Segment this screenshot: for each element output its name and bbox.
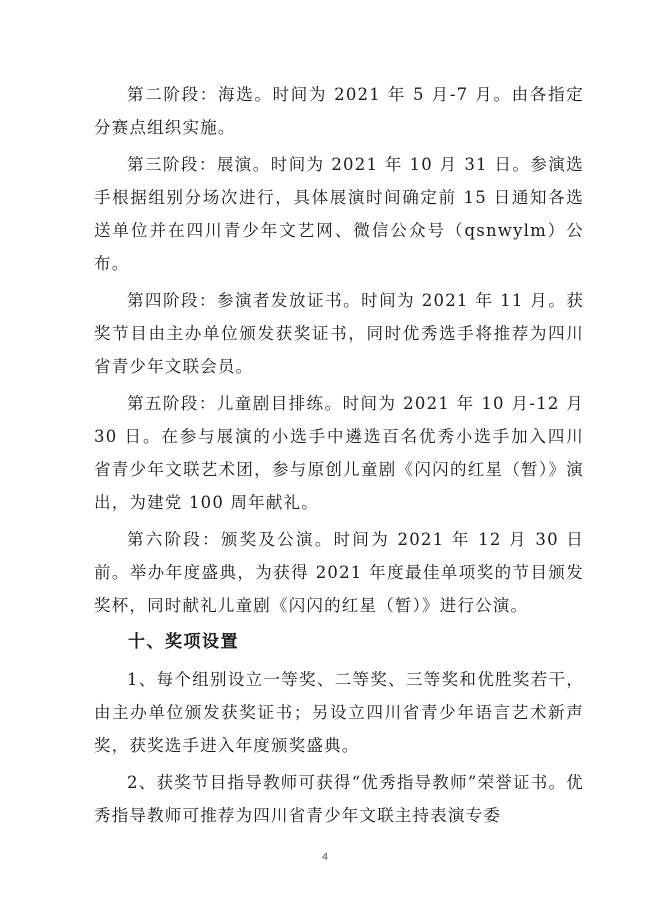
paragraph-stage-two: 第二阶段：海选。时间为 2021 年 5 月-7 月。由各指定分赛点组织实施。 (94, 85, 584, 137)
paragraph-stage-three: 第三阶段：展演。时间为 2021 年 10 月 31 日。参演选手根据组别分场次进行，具体展演时间确定前 15 日通知各选送单位并在四川青少年文艺网、微信公众号（qsnwylm）公布。 (94, 155, 584, 273)
page-number: 4 (321, 852, 329, 863)
paragraph-stage-five: 第五阶段：儿童剧目排练。时间为 2021 年 10 月-12 月 30 日。在参与展演的小选手中遴选百名优秀小选手加入四川省青少年文联艺术团，参与原创儿童剧《闪闪的红星（暂）》演出，为建党 100 周年献礼。 (94, 394, 584, 512)
section-heading-awards: 十、奖项设置 (128, 632, 239, 652)
paragraph-stage-six: 第六阶段：颁奖及公演。时间为 2021 年 12 月 30 日前。举办年度盛典，为获得 2021 年度最佳单项奖的节目颁发奖杯，同时献礼儿童剧《闪闪的红星（暂）》进行公演。 (94, 530, 584, 615)
paragraph-stage-four: 第四阶段：参演者发放证书。时间为 2021 年 11 月。获奖节目由主办单位颁发获奖证书，同时优秀选手将推荐为四川省青少年文联会员。 (94, 291, 584, 376)
paragraph-awards-item-1: 1、每个组别设立一等奖、二等奖、三等奖和优胜奖若干，由主办单位颁发获奖证书；另设立四川省青少年语言艺术新声奖，获奖选手进入年度颁奖盛典。 (94, 670, 584, 755)
document-body (94, 78, 584, 836)
paragraph-awards-item-2: 2、获奖节目指导教师可获得“优秀指导教师”荣誉证书。优秀指导教师可推荐为四川省青少年文联主持表演专委 (94, 773, 584, 825)
